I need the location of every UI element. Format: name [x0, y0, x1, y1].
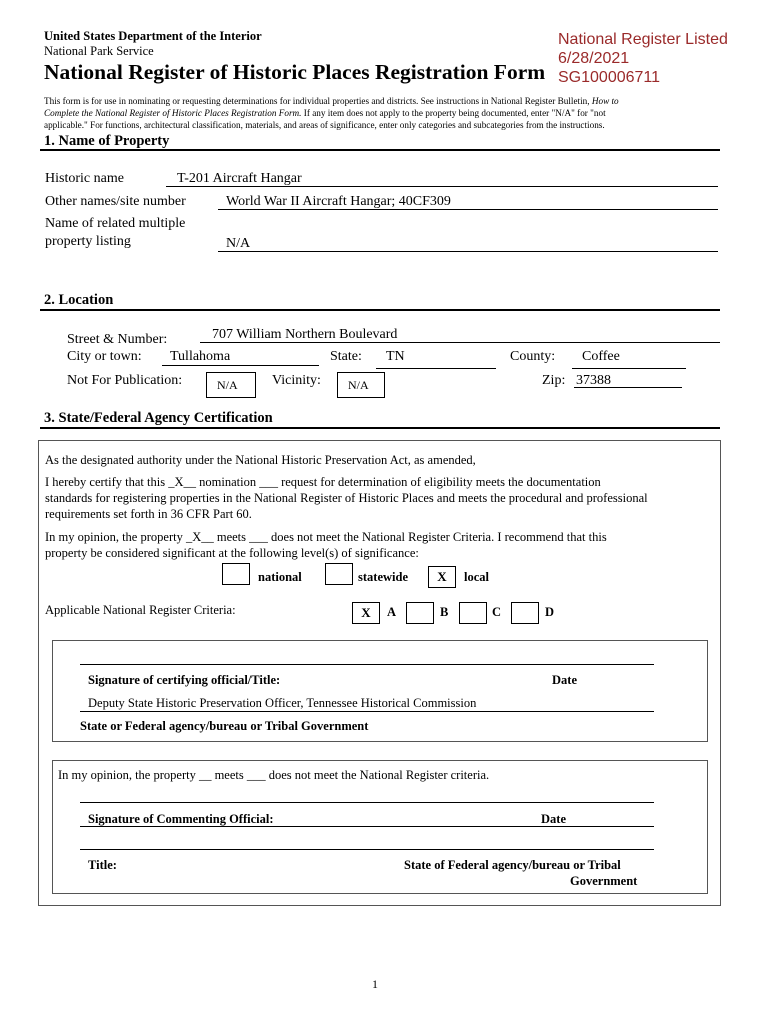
criterion-a-label: A	[387, 605, 397, 619]
city-underline	[162, 365, 319, 366]
street-field[interactable]: 707 William Northern Boulevard	[212, 327, 398, 342]
stamp-status: National Register Listed	[558, 31, 728, 48]
not-for-publication-value: N/A	[217, 378, 238, 392]
section-2-rule	[40, 309, 720, 311]
listing-stamp	[558, 30, 728, 87]
certifying-title-line	[80, 711, 654, 712]
commenting-date-label: Date	[541, 812, 566, 826]
opinion-line-1	[45, 530, 607, 545]
certify-line-2: standards for registering properties in the National Register of Historic Places and meets the procedural and professional	[45, 491, 648, 505]
commenting-agency-label-1: State of Federal agency/bureau or Tribal	[404, 858, 621, 872]
page-number: 1	[372, 977, 378, 991]
vicinity-label: Vicinity:	[272, 373, 321, 388]
commenting-agency-label-2: Government	[570, 874, 638, 888]
certify-nomination-mark[interactable]: _X__	[168, 475, 196, 489]
intro-text	[44, 95, 712, 131]
section-3-heading: 3. State/Federal Agency Certification	[44, 410, 273, 426]
zip-underline	[574, 387, 682, 388]
criterion-a-checkbox[interactable]: X	[352, 602, 380, 624]
section-3-rule	[40, 427, 720, 429]
intro-line-2: If any item does not apply to the property being documented, enter "N/A" for "not	[301, 108, 606, 118]
opinion-meets-mark[interactable]: _X__	[185, 530, 214, 544]
section-1-heading: 1. Name of Property	[44, 133, 170, 149]
certifying-date-label: Date	[552, 673, 577, 687]
stamp-reference: SG100006711	[558, 69, 661, 86]
zip-label: Zip:	[542, 373, 566, 388]
state-field[interactable]: TN	[386, 349, 405, 364]
certifying-official-title: Deputy State Historic Preservation Officer, Tennessee Historical Commission	[88, 696, 477, 710]
street-label: Street & Number:	[67, 332, 168, 347]
state-label: State:	[330, 349, 362, 364]
criterion-c-checkbox[interactable]	[459, 602, 487, 624]
certifying-signature-line[interactable]	[80, 664, 654, 665]
level-statewide-label: statewide	[358, 570, 408, 584]
zip-field[interactable]: 37388	[576, 373, 611, 388]
commenting-signature-line[interactable]	[80, 802, 654, 803]
other-names-underline	[218, 209, 718, 210]
commenting-title-label: Title:	[88, 858, 117, 872]
certify-text-a: I hereby certify that this	[45, 475, 169, 489]
commenting-signature-label: Signature of Commenting Official:	[88, 812, 274, 826]
related-listing-label-1: Name of related multiple	[45, 216, 186, 231]
not-for-publication-label: Not For Publication:	[67, 373, 183, 388]
intro-line-1: This form is for use in nominating or requesting determinations for individual properties and districts. See instructions in National Register Bulletin,	[44, 96, 592, 106]
county-field[interactable]: Coffee	[582, 349, 620, 364]
service-name: National Park Service	[44, 44, 154, 58]
commenting-date-underline	[80, 826, 654, 827]
opinion-text-b: meets ___ does not meet the National Register Criteria. I recommend that this	[213, 530, 607, 544]
commenting-title-line[interactable]	[80, 849, 654, 850]
level-statewide-checkbox[interactable]	[325, 563, 353, 585]
certify-text-b: nomination ___ request for determination of eligibility meets the documentation	[196, 475, 601, 489]
level-local-label: local	[464, 570, 489, 584]
level-local-checkbox[interactable]: X	[428, 566, 456, 588]
vicinity-box[interactable]	[337, 372, 385, 398]
form-title: National Register of Historic Places Registration Form	[44, 60, 546, 84]
level-national-label: national	[258, 570, 302, 584]
bulletin-title-part-2: Complete the National Register of Historic Places Registration Form.	[44, 108, 302, 118]
section-2-heading: 2. Location	[44, 292, 114, 308]
related-listing-label-2: property listing	[45, 234, 131, 249]
criterion-c-label: C	[492, 605, 502, 619]
level-national-checkbox[interactable]	[222, 563, 250, 585]
historic-name-underline	[166, 186, 718, 187]
street-underline	[200, 342, 720, 343]
historic-name-field[interactable]: T-201 Aircraft Hangar	[177, 171, 302, 186]
city-field[interactable]: Tullahoma	[170, 349, 231, 364]
county-underline	[572, 368, 686, 369]
certify-line-1	[45, 475, 601, 490]
criterion-b-label: B	[440, 605, 449, 619]
opinion-line-2: property be considered significant at the following level(s) of significance:	[45, 546, 419, 560]
not-for-publication-box[interactable]	[206, 372, 256, 398]
section-1-rule	[40, 149, 720, 151]
county-label: County:	[510, 349, 556, 364]
criterion-b-checkbox[interactable]	[406, 602, 434, 624]
related-listing-field[interactable]: N/A	[226, 236, 251, 251]
other-names-label: Other names/site number	[45, 194, 186, 209]
historic-name-label: Historic name	[45, 171, 124, 186]
intro-line-3: applicable." For functions, architectural classification, materials, and areas of significance, enter only categories and subcategories from the instructions.	[44, 120, 605, 130]
agency-name: United States Department of the Interior	[44, 29, 262, 43]
authority-text: As the designated authority under the National Historic Preservation Act, as amended,	[45, 453, 476, 467]
certifying-signature-label: Signature of certifying official/Title:	[88, 673, 281, 687]
related-listing-underline	[218, 251, 718, 252]
criterion-d-label: D	[545, 605, 555, 619]
bulletin-title-part-1: How to	[591, 96, 619, 106]
certify-line-3: requirements set forth in 36 CFR Part 60.	[45, 507, 252, 521]
vicinity-value: N/A	[348, 378, 369, 392]
city-label: City or town:	[67, 349, 142, 364]
certifying-agency-label: State or Federal agency/bureau or Tribal Government	[80, 719, 369, 733]
comment-opinion-text: In my opinion, the property __ meets ___ does not meet the National Register criteria.	[58, 768, 490, 782]
opinion-text-a: In my opinion, the property	[45, 530, 186, 544]
criteria-label: Applicable National Register Criteria:	[45, 603, 236, 617]
state-underline	[376, 368, 496, 369]
stamp-date: 6/28/2021	[558, 50, 630, 67]
other-names-field[interactable]: World War II Aircraft Hangar; 40CF309	[226, 194, 451, 209]
criterion-d-checkbox[interactable]	[511, 602, 539, 624]
